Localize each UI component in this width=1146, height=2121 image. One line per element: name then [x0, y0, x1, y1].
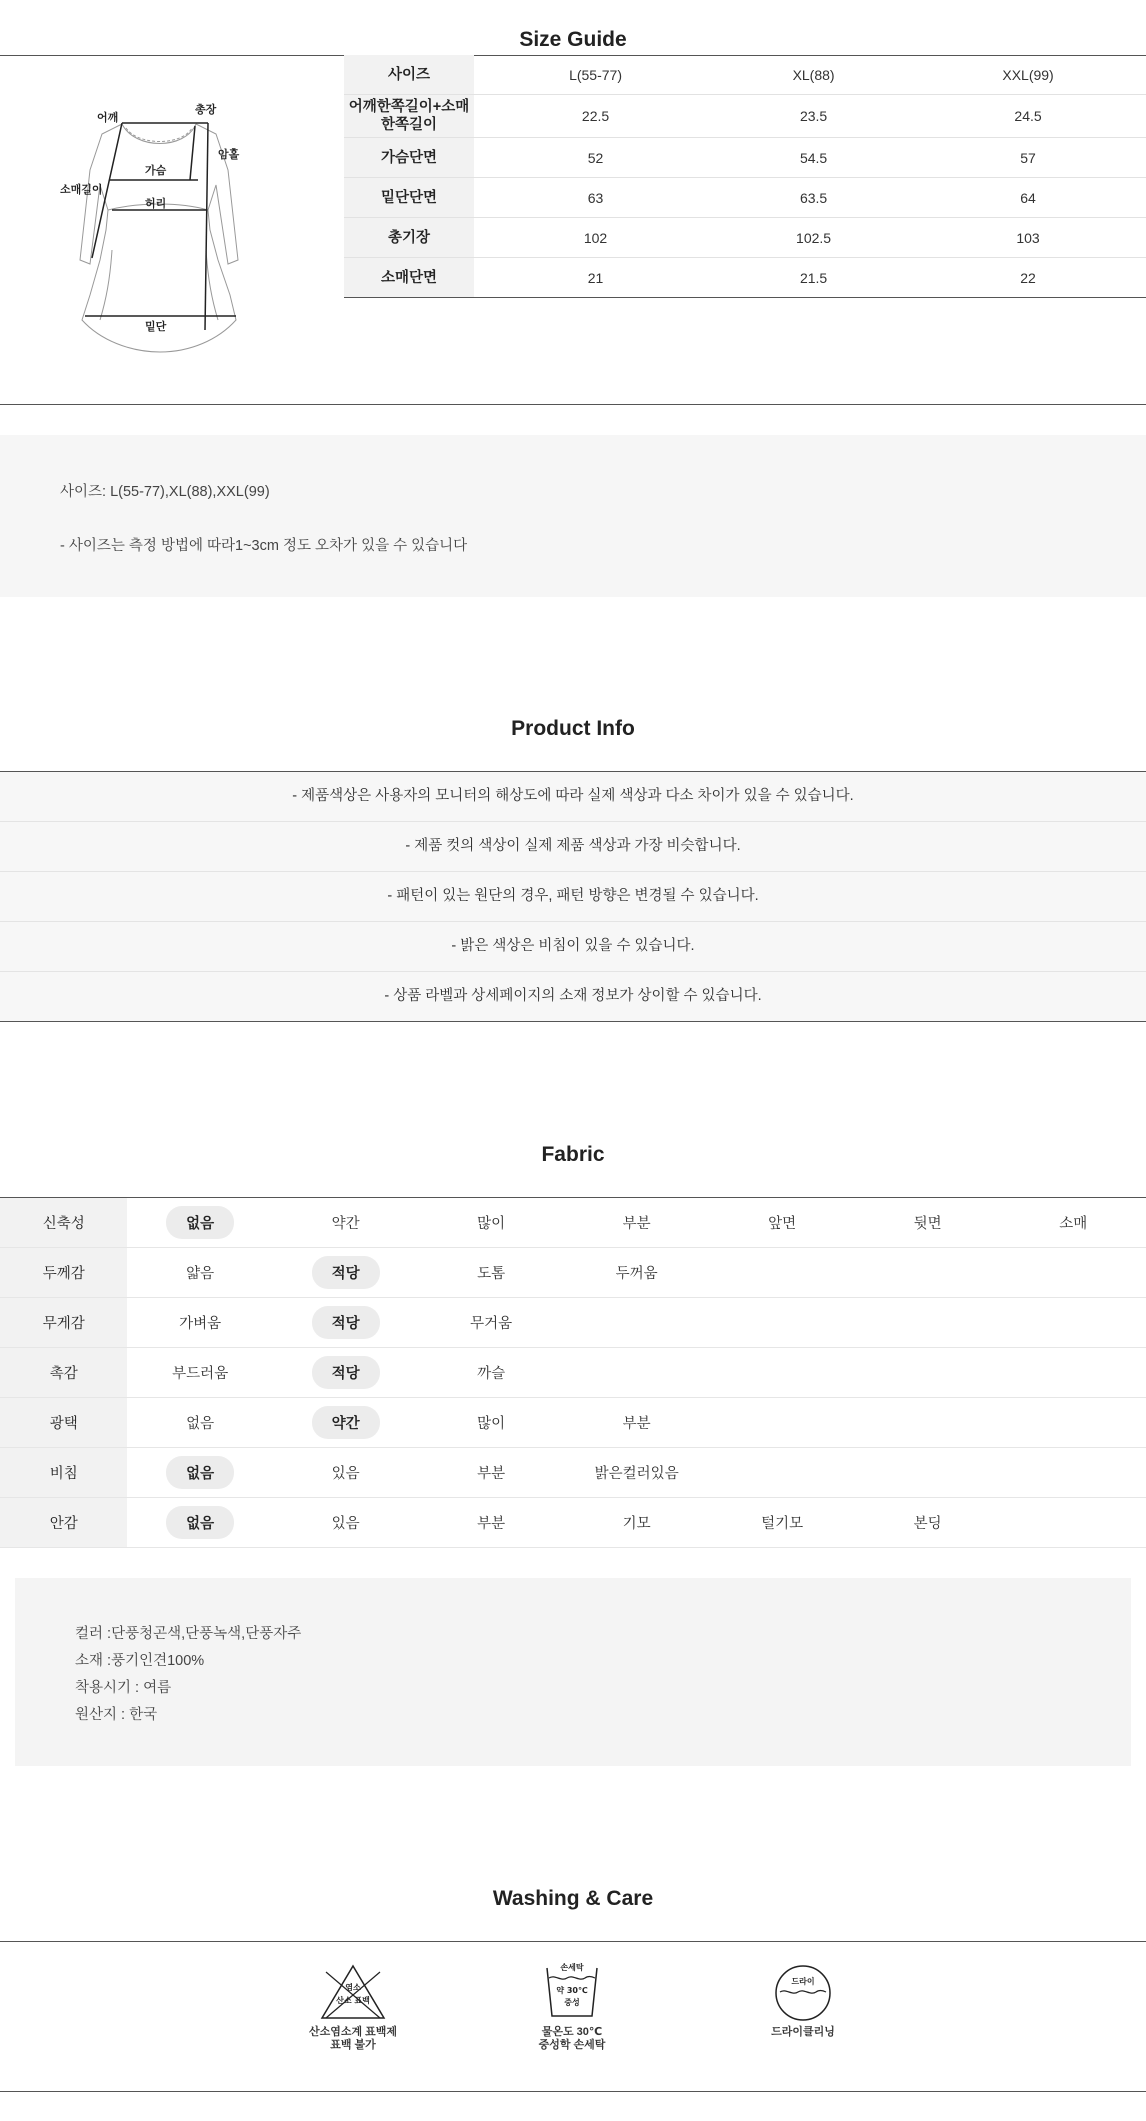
label-chest: 가슴 [145, 165, 167, 177]
fabric-option [418, 1298, 564, 1348]
fabric-option-label: 부드러움 [172, 1366, 229, 1382]
fabric-row [0, 1298, 1146, 1348]
fabric-option [1000, 1248, 1146, 1298]
size-row-label: 소매단면 [344, 258, 474, 298]
fabric-option-label: 있음 [331, 1466, 360, 1482]
label-total-length: 총장 [195, 104, 217, 116]
size-table-header [344, 55, 1146, 95]
size-row [344, 218, 1146, 258]
fabric-option-label: 부분 [622, 1416, 651, 1432]
size-guide-title: Size Guide [519, 28, 627, 51]
fabric-option [709, 1248, 855, 1298]
size-cell: 63 [474, 178, 717, 218]
fabric-option [127, 1248, 273, 1298]
size-cell: 57 [910, 138, 1146, 178]
label-sleeve-length: 소매길이 [60, 184, 103, 196]
size-cell: 63.5 [717, 178, 910, 218]
fabric-option [564, 1398, 710, 1448]
fabric-option [273, 1498, 419, 1548]
fabric-option [1000, 1398, 1146, 1448]
fabric-option-label: 밝은컬러있음 [594, 1466, 679, 1482]
fabric-option-label: 가벼움 [179, 1316, 222, 1332]
list-item: - 패턴이 있는 원단의 경우, 패턴 방향은 변경될 수 있습니다. [0, 872, 1146, 922]
label-shoulder: 어깨 [97, 112, 119, 124]
fabric-option [418, 1348, 564, 1398]
dress-measurement-diagram [40, 90, 280, 370]
detail-season: 착용시기 : 여름 [75, 1680, 172, 1696]
size-row [344, 178, 1146, 218]
fabric-option [855, 1298, 1001, 1348]
no-bleach-item [293, 1962, 413, 2052]
fabric-option-label: 얇음 [186, 1266, 215, 1282]
dry-clean-item [743, 1962, 863, 2039]
svg-text:산소 표백: 산소 표백 [336, 1996, 370, 2005]
size-note: 사이즈: L(55-77),XL(88),XXL(99) [60, 484, 270, 500]
fabric-option-label: 많이 [477, 1216, 506, 1232]
size-row [344, 138, 1146, 178]
fabric-option-label: 두꺼움 [615, 1266, 658, 1282]
size-cell: 102.5 [717, 218, 910, 258]
fabric-option-label: 부분 [477, 1466, 506, 1482]
fabric-option [709, 1448, 855, 1498]
fabric-option-label: 기모 [622, 1516, 651, 1532]
product-info-title: Product Info [511, 717, 635, 740]
fabric-option-label: 무거움 [470, 1316, 513, 1332]
size-row-label: 밑단단면 [344, 178, 474, 218]
fabric-option-label: 소매 [1059, 1216, 1088, 1232]
svg-text:약 30℃: 약 30℃ [556, 1986, 588, 1995]
fabric-option-label: 부분 [622, 1216, 651, 1232]
svg-text:손세탁: 손세탁 [560, 1963, 584, 1972]
detail-color: 컬러 :단풍청곤색,단풍녹색,단풍자주 [75, 1626, 302, 1642]
fabric-option [273, 1198, 419, 1248]
fabric-option [564, 1348, 710, 1398]
fabric-option [418, 1198, 564, 1248]
fabric-option-selected: 없음 [166, 1506, 234, 1539]
fabric-option [418, 1398, 564, 1448]
size-cell: 22 [910, 258, 1146, 298]
size-cell: 24.5 [910, 95, 1146, 138]
product-info-list [0, 771, 1146, 1022]
size-cell: 23.5 [717, 95, 910, 138]
fabric-row-label: 촉감 [0, 1348, 127, 1398]
fabric-option-label: 까슬 [477, 1366, 506, 1382]
list-item: - 제품 컷의 색상이 실제 제품 색상과 가장 비슷합니다. [0, 822, 1146, 872]
list-item: - 밝은 색상은 비침이 있을 수 있습니다. [0, 922, 1146, 972]
size-row [344, 258, 1146, 298]
fabric-option [709, 1198, 855, 1248]
fabric-option [273, 1448, 419, 1498]
fabric-option [127, 1448, 273, 1498]
fabric-option-label: 부분 [477, 1516, 506, 1532]
fabric-option [564, 1198, 710, 1248]
size-cell: 103 [910, 218, 1146, 258]
wash-caption: 드라이클리닝 [771, 2026, 835, 2038]
fabric-row [0, 1348, 1146, 1398]
fabric-row-label: 무게감 [0, 1298, 127, 1348]
wash-caption: 산소염소계 표백제 표백 불가 [308, 2026, 398, 2051]
size-cell: 64 [910, 178, 1146, 218]
size-header-l: L(55-77) [474, 55, 717, 95]
fabric-table [0, 1197, 1146, 1548]
fabric-option [1000, 1348, 1146, 1398]
fabric-option-label: 도톰 [477, 1266, 506, 1282]
fabric-option [273, 1348, 419, 1398]
fabric-option [1000, 1448, 1146, 1498]
fabric-option [564, 1248, 710, 1298]
size-row [344, 95, 1146, 138]
list-item: - 제품색상은 사용자의 모니터의 해상도에 따라 실제 색상과 다소 차이가 있을 수 있습니다. [0, 772, 1146, 822]
fabric-option-label: 앞면 [768, 1216, 797, 1232]
fabric-row-label: 신축성 [0, 1198, 127, 1248]
fabric-row-label: 두께감 [0, 1248, 127, 1298]
size-row-label: 총기장 [344, 218, 474, 258]
size-cell: 52 [474, 138, 717, 178]
size-note: - 사이즈는 측정 방법에 따라1~3cm 정도 오차가 있을 수 있습니다 [60, 538, 468, 554]
fabric-option-selected: 적당 [312, 1256, 380, 1289]
size-cell: 102 [474, 218, 717, 258]
label-waist: 허리 [145, 198, 167, 210]
fabric-option-label: 본딩 [913, 1516, 942, 1532]
fabric-option-label: 많이 [477, 1416, 506, 1432]
fabric-row [0, 1448, 1146, 1498]
no-bleach-icon [318, 1962, 388, 2022]
washing-care-title: Washing & Care [492, 1887, 654, 1910]
label-armhole: 암홀 [218, 149, 240, 161]
fabric-row-label: 안감 [0, 1498, 127, 1548]
fabric-option [127, 1398, 273, 1448]
hand-wash-icon [537, 1962, 607, 2022]
fabric-option [127, 1498, 273, 1548]
detail-material: 소재 :풍기인견100% [75, 1653, 205, 1669]
size-table [344, 55, 1146, 298]
fabric-option-selected: 적당 [312, 1306, 380, 1339]
fabric-option-label: 뒷면 [913, 1216, 942, 1232]
fabric-option [1000, 1198, 1146, 1248]
fabric-option [273, 1248, 419, 1298]
divider [0, 2091, 1146, 2092]
size-cell: 21.5 [717, 258, 910, 298]
size-row-label: 가슴단면 [344, 138, 474, 178]
fabric-option [564, 1448, 710, 1498]
fabric-option [564, 1498, 710, 1548]
fabric-option-selected: 적당 [312, 1356, 380, 1389]
divider [0, 404, 1146, 405]
size-cell: 21 [474, 258, 717, 298]
fabric-option-label: 약간 [331, 1216, 360, 1232]
fabric-row [0, 1498, 1146, 1548]
fabric-option [855, 1398, 1001, 1448]
fabric-option-label: 있음 [331, 1516, 360, 1532]
size-header-xxl: XXL(99) [910, 55, 1146, 95]
svg-text:드라이: 드라이 [791, 1977, 815, 1986]
divider [0, 1941, 1146, 1942]
fabric-option [855, 1348, 1001, 1398]
fabric-option [564, 1298, 710, 1348]
wash-caption: 물온도 30℃ 중성학 손세탁 [538, 2026, 606, 2051]
fabric-option [418, 1248, 564, 1298]
fabric-option [127, 1298, 273, 1348]
size-header-xl: XL(88) [717, 55, 910, 95]
label-hem: 밑단 [145, 321, 167, 333]
fabric-title: Fabric [541, 1143, 605, 1166]
fabric-option [709, 1298, 855, 1348]
fabric-option-label: 털기모 [761, 1516, 804, 1532]
dry-clean-icon [768, 1962, 838, 2022]
svg-text:염소: 염소 [345, 1983, 361, 1992]
list-item: - 상품 라벨과 상세페이지의 소재 정보가 상이할 수 있습니다. [0, 972, 1146, 1021]
detail-origin: 원산지 : 한국 [75, 1707, 158, 1723]
fabric-row [0, 1198, 1146, 1248]
fabric-option [1000, 1498, 1146, 1548]
fabric-option [273, 1298, 419, 1348]
size-notes [0, 435, 1146, 597]
fabric-option [273, 1398, 419, 1448]
fabric-option [418, 1498, 564, 1548]
fabric-option [855, 1198, 1001, 1248]
size-row-label: 어깨한쪽길이+소매 한쪽길이 [344, 95, 474, 138]
svg-text:중성: 중성 [564, 1998, 580, 2007]
fabric-row-label: 비침 [0, 1448, 127, 1498]
size-cell: 54.5 [717, 138, 910, 178]
fabric-option [127, 1348, 273, 1398]
size-header-label: 사이즈 [344, 55, 474, 95]
fabric-option-selected: 없음 [166, 1456, 234, 1489]
fabric-option [127, 1198, 273, 1248]
hand-wash-item [512, 1962, 632, 2052]
fabric-option [418, 1448, 564, 1498]
fabric-option [1000, 1298, 1146, 1348]
fabric-row [0, 1248, 1146, 1298]
fabric-option [855, 1448, 1001, 1498]
fabric-option-selected: 없음 [166, 1206, 234, 1239]
fabric-option [709, 1348, 855, 1398]
fabric-option [709, 1498, 855, 1548]
fabric-option [855, 1498, 1001, 1548]
size-cell: 22.5 [474, 95, 717, 138]
fabric-option-selected: 약간 [312, 1406, 380, 1439]
fabric-row [0, 1398, 1146, 1448]
product-details [15, 1578, 1131, 1766]
fabric-option-label: 없음 [186, 1416, 215, 1432]
fabric-row-label: 광택 [0, 1398, 127, 1448]
fabric-option [709, 1398, 855, 1448]
fabric-option [855, 1248, 1001, 1298]
